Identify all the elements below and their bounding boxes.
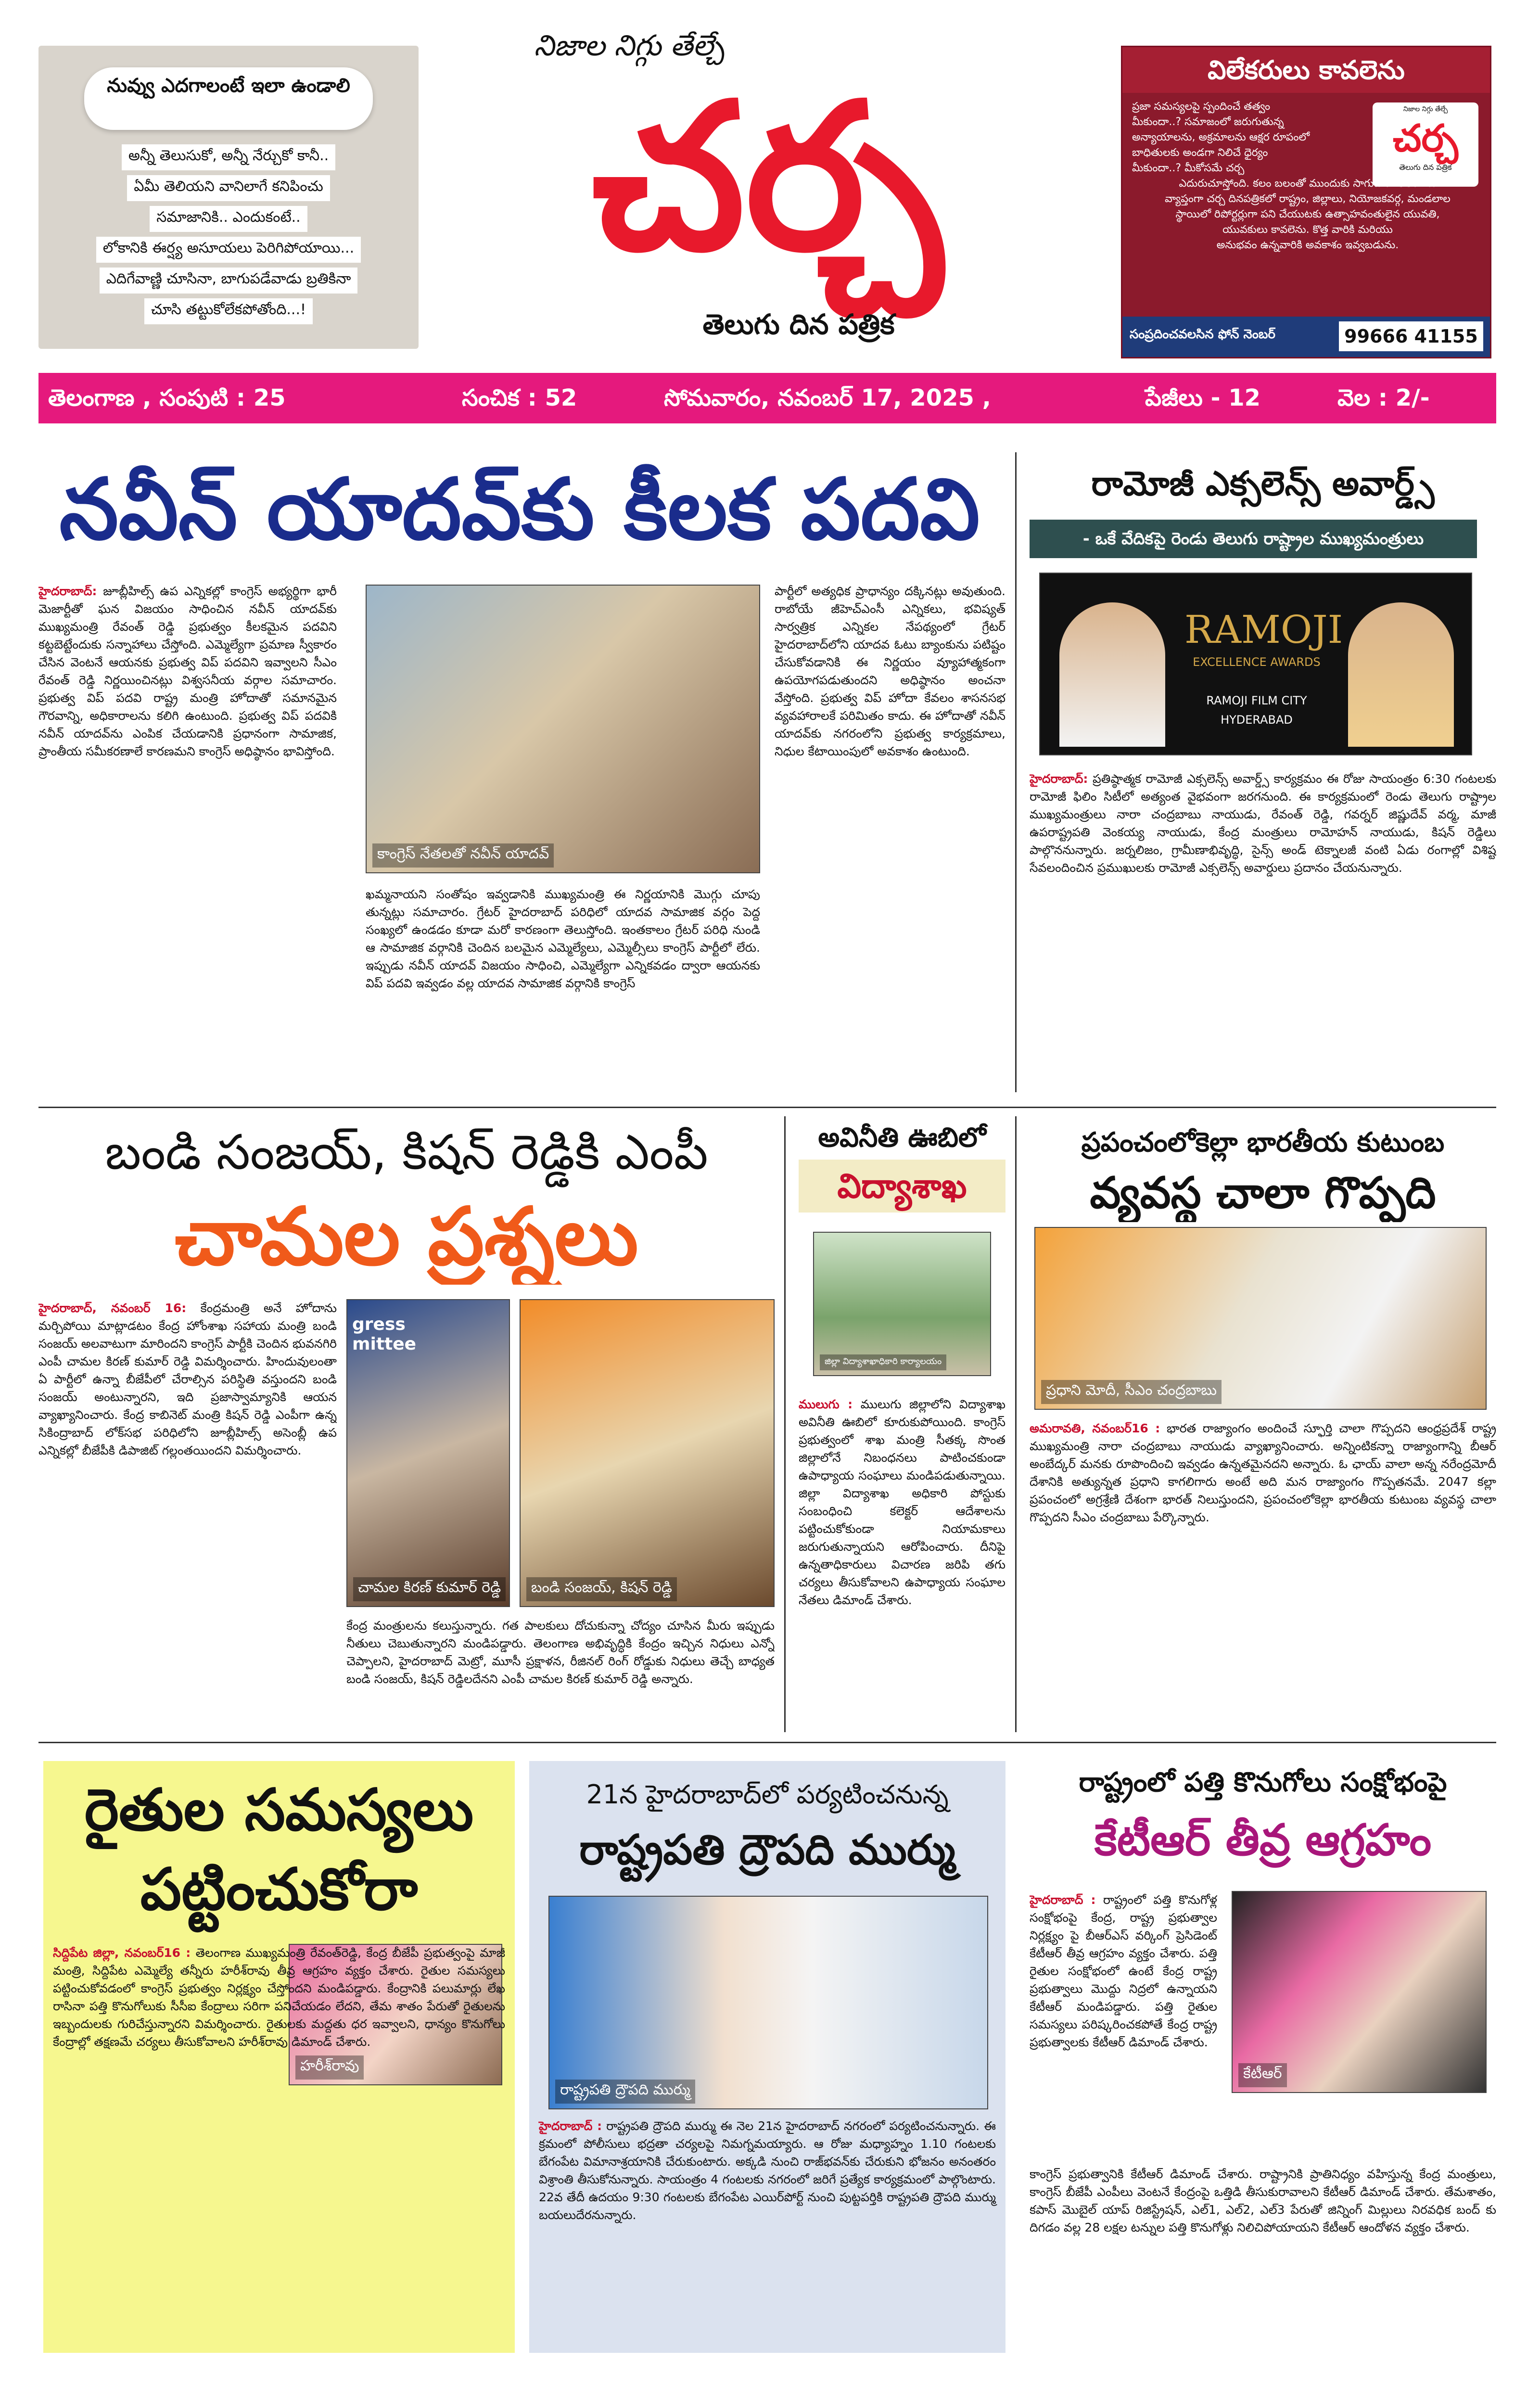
story4-kicker: అవినీతి ఊబిలో	[818, 1122, 986, 1153]
quote-line: ఎదిగేవాణ్ణి చూసినా, బాగుపడేవాడు బ్రతికినా	[100, 268, 358, 294]
ad-line: మీకుందా..? సమాజంలో జరుగుతున్న	[1132, 116, 1284, 128]
story5-body-text: భారత రాజ్యాంగం అందించే స్ఫూర్తి చాలా గొప్పదని ఆంధ్రప్రదేశ్ రాష్ట్ర ముఖ్యమంత్రి నారా చంద్రబాబు నాయుడు వ్యాఖ్యానించారు. అన్నింటికన్నా రాజ్యాంగాన్ని బీఆర్ అంబేద్కర్ మనకు రూపొందించి ఇవ్వడం ఉన్నతమైనదని అన్నారు. ఓ ఛాయ్ వాలా అన్న నరేంద్రమోదీ దేశానికి అత్యున్నత ప్రధాని కాగలిగారు అంటే అది మన రాజ్యాంగం గొప్పతనమే. 2047 కల్లా ప్రపంచంలో అగ్రశ్రేణి దేశంగా భారత్ నిలుస్తుందని, ప్రపంచంలోకెల్లా భారతీయ కుటుంబ వ్యవస్థ చాలా గొప్పదని సీఎం చంద్రబాబు పేర్కొన్నారు.	[1030, 1421, 1496, 1524]
story2-dateline: హైదరాబాద్:	[1030, 772, 1088, 786]
quote-line: లోకానికి ఈర్ష్య అసూయలు పెరిగిపోయాయి...	[96, 237, 361, 263]
masthead-right-ad	[1121, 46, 1491, 358]
masthead-logo	[447, 29, 1087, 356]
story4-body-text: ములుగు జిల్లాలోని విద్యాశాఖ అవినీతి ఊబిలో కూరుకుపోయింది. కాంగ్రెస్ ప్రభుత్వంలో శాఖ మంత్రి సీతక్క సొంత జిల్లాలోనే నిబంధనలు పాటించకుండా ఉపాధ్యాయ సంఘాలు మండిపడుతున్నాయి. జిల్లా విద్యాశాఖ అధికారి పోస్టుకు సంబంధించి కలెక్టర్ ఆదేశాలను పట్టించుకోకుండా నియామకాలు జరుగుతున్నాయని ఆరోపించారు. దీనిపై ఉన్నతాధికారులు విచారణ జరిపి తగు చర్యలు తీసుకోవాలని ఉపాధ్యాయ సంఘాల నేతలు డిమాండ్ చేశారు.	[799, 1397, 1005, 1607]
story7-photo-caption: రాష్ట్రపతి ద్రౌపది ముర్ము	[555, 2080, 695, 2104]
ramoji-title: RAMOJI	[1184, 607, 1343, 652]
story7-kicker: 21న హైదరాబాద్‌లో పర్యటించనున్న	[586, 1779, 949, 1810]
story3-col2: కేంద్ర మంత్రులను కలుస్తున్నారు. గత పాలకులు దోచుకున్నా చోద్యం చూసిన మీరు ఇప్పుడు నీతులు చెబుతున్నారని మండిపడ్డారు. తెలంగాణ అభివృద్ధికి కేంద్రం ఇచ్చిన నిధులు ఎన్నో చెప్పాలని, హైదరాబాద్ మెట్రో, మూసీ ప్రక్షాళన, రీజినల్ రింగ్ రోడ్డుకు నిధులు తెచ్చే బాధ్యత బండి సంజయ్, కిషన్ రెడ్డిలదేనని ఎంపీ చామల కిరణ్ కుమార్ రెడ్డి అన్నారు.	[346, 1619, 775, 1686]
story1-col1	[38, 582, 337, 1111]
story3-dateline: హైదరాబాద్, నవంబర్ 16:	[38, 1301, 187, 1315]
info-price: వెల : 2/-	[1337, 384, 1430, 411]
quote-body	[58, 144, 399, 337]
ad-line: యువకులు కావలెను. కొత్త వారికి మరియు	[1222, 224, 1393, 236]
story6-box	[43, 1761, 515, 2353]
story2-body	[1030, 770, 1496, 1097]
story7-box	[529, 1761, 1005, 2353]
story1-photo	[366, 585, 760, 873]
story5-dateline: అమరావతి, నవంబర్16 :	[1030, 1421, 1160, 1435]
story4-headline: విద్యాశాఖ	[799, 1160, 1005, 1213]
story6-body-text: తెలంగాణ ముఖ్యమంత్రి రేవంత్‌రెడ్డి, కేంద్ర బీజేపీ ప్రభుత్వంపై మాజీ మంత్రి, సిద్దిపేట ఎమ్మెల్యే తన్నీరు హరీశ్‌రావు తీవ్ర ఆగ్రహం వ్యక్తం చేశారు. రైతుల సమస్యలు పట్టించుకోవడంలో కాంగ్రెస్ ప్రభుత్వం నిర్లక్ష్యం చేస్తోందని మండిపడ్డారు. కేంద్రానికి పలుమార్లు లేఖ రాసినా పత్తి కొనుగోలుకు సీసీఐ కేంద్రాలు సరిగా పనిచేయడం లేదని, తేమ శాతం పేరుతో రైతులను ఇబ్బందులకు గురిచేస్తున్నారని విమర్శించారు. రైతులకు మద్దతు ధర ఇవ్వాలని, ధాన్యం కొనుగోలు కేంద్రాల్లో తక్షణమే చర్యలు తీసుకోవాలని హరీశ్‌రావు డిమాండ్ చేశారు.	[53, 1946, 505, 2049]
story2-subhead: - ఒకే వేదికపై రెండు తెలుగు రాష్ట్రాల ముఖ్యమంత్రులు	[1030, 520, 1477, 558]
info-state: తెలంగాణ , సంపుటి : 25	[48, 384, 286, 411]
story3-photo-bjp	[520, 1299, 775, 1607]
story3-col1	[38, 1299, 337, 1732]
story5-kicker: ప్రపంచంలోకెల్లా భారతీయ కుటుంబ	[1081, 1127, 1445, 1158]
masthead-subtitle: తెలుగు దిన పత్రిక	[702, 308, 895, 341]
story6-body	[53, 1944, 505, 2343]
story5-body	[1030, 1419, 1496, 1732]
info-issue: సంచిక : 52	[462, 384, 577, 411]
story5-photo-caption: ప్రధాని మోదీ, సీఎం చంద్రబాబు	[1041, 1380, 1222, 1404]
ad-line: మీకుందా..? మీకోసమే చర్చ	[1132, 162, 1245, 174]
story2-headline: రామోజీ ఎక్సలెన్స్ అవార్డ్స్	[1091, 464, 1435, 503]
quote-line: సమాజానికి.. ఎందుకంటే..	[150, 206, 307, 232]
ad-phone-label: సంప్రదించవలసిన ఫోన్ నెంబర్	[1130, 327, 1275, 342]
story1-dateline: హైదరాబాద్:	[38, 584, 97, 598]
story8-dateline: హైదరాబాద్ :	[1030, 1893, 1096, 1907]
ad-line: స్థాయిలో రిపోర్టర్లుగా పని చేయుటకు ఉత్సాహవంతులైన యువతి,	[1175, 208, 1440, 220]
ramoji-subtitle: EXCELLENCE AWARDS	[1193, 655, 1321, 669]
story3-kicker: బండి సంజయ్, కిషన్ రెడ్డికి ఎంపీ	[105, 1124, 708, 1180]
story8-col2: కాంగ్రెస్ ప్రభుత్వానికి కేటీఆర్ డిమాండ్ చేశారు. రాష్ట్రానికి ప్రాతినిధ్యం వహిస్తున్న కేంద్ర మంత్రులు, కాంగ్రెస్ బీజేపీ ఎంపీలు వెంటనే కేంద్రంపై ఒత్తిడి తీసుకురావాలని కేటీఆర్ డిమాండ్ చేశారు. తేమశాతం, కపాస్ మొబైల్ యాప్ రిజిస్ట్రేషన్, ఎల్1, ఎల్2, ఎల్3 పేరుతో జిన్నింగ్ మిల్లులు నిరవధిక బంద్ కు దిగడం వల్ల 28 లక్షల టన్నుల పత్తి కొనుగోళ్లు నిలిచిపోయాయని కేటీఆర్ ఆందోళన వ్యక్తం చేశారు.	[1030, 2167, 1496, 2234]
story6-dateline: సిద్దిపేట జిల్లా, నవంబర్16 :	[53, 1946, 191, 1960]
column-rule	[1015, 1116, 1017, 1732]
story3-photo-banner: gress mittee	[352, 1315, 417, 1354]
ramoji-venue: RAMOJI FILM CITY	[1206, 694, 1307, 707]
story3-photo-chamala	[346, 1299, 510, 1607]
ad-heading: విలేకరులు కావలెను	[1122, 47, 1490, 93]
quote-heading-bubble	[84, 67, 373, 130]
story5-headline: వ్యవస్థ చాలా గొప్పది	[1090, 1168, 1436, 1218]
column-rule	[1015, 452, 1017, 1092]
ramoji-portrait-left	[1059, 602, 1165, 747]
story7-dateline: హైదరాబాద్ :	[539, 2119, 602, 2133]
ad-phone-number: 99666 41155	[1339, 321, 1483, 351]
quote-line: ఏమీ తెలియని వానిలాగే కనిపించు	[127, 175, 330, 201]
info-bar	[38, 373, 1496, 423]
story8-photo-caption: కేటీఆర్	[1238, 2063, 1287, 2087]
story1-col3: పార్టీలో అత్యధిక ప్రాధాన్యం దక్కినట్లు అవుతుంది. రాబోయే జీహెచ్ఎంసీ ఎన్నికలు, భవిష్యత్ సార్వత్రిక ఎన్నికల నేపథ్యంలో గ్రేటర్ హైదరాబాద్‌లోని యాదవ ఓటు బ్యాంకును పటిష్టం చేసుకోవడానికి ఈ నిర్ణయం వ్యూహాత్మకంగా ఉపయోగపడుతుందని అధిష్ఠానం అంచనా వేస్తోంది. ప్రభుత్వ విప్ హోదా కేవలం శాసనసభ వ్యవహారాలకే పరిమితం కాదు. ఈ హోదాతో నవీన్ యాదవ్‌కు నగరంలోని ప్రభుత్వ కార్యక్రమాలు, నిధుల కేటాయింపులో అవకాశం ఉంటుంది.	[775, 584, 1005, 758]
ramoji-city: HYDERABAD	[1221, 713, 1293, 727]
story7-body-text: రాష్ట్రపతి ద్రౌపది ముర్ము ఈ నెల 21న హైదరాబాద్ నగరంలో పర్యటించనున్నారు. ఈ క్రమంలో పోలీసులు భద్రతా చర్యలపై నిమగ్నమయ్యారు. ఆ రోజు మధ్యాహ్నం 1.10 గంటలకు బేగంపేట విమానాశ్రయానికి చేరుకుంటారు. అక్కడి నుంచి రాజ్‌భవన్‌కు చేరుకుని భోజనం అనంతరం విశ్రాంతి తీసుకోనున్నారు. సాయంత్రం 4 గంటలకు నగరంలో జరిగే ప్రత్యేక కార్యక్రమంలో పాల్గొంటారు. 22వ తేదీ ఉదయం 9:30 గంటలకు బేగంపేట ఎయిర్‌పోర్ట్ నుంచి పుట్టపర్తికి రాష్ట్రపతి ద్రౌపది ముర్ము బయలుదేరనున్నారు.	[539, 2119, 996, 2222]
story1-photo-caption: కాంగ్రెస్ నేతలతో నవీన్ యాదవ్	[372, 843, 554, 868]
story4-dateline: ములుగు :	[799, 1397, 853, 1411]
story4-photo	[813, 1232, 991, 1376]
ad-logo-sub: తెలుగు దిన పత్రిక	[1399, 163, 1452, 172]
story8-kicker: రాష్ట్రంలో పత్తి కొనుగోలు సంక్షోభంపై	[1079, 1767, 1447, 1798]
masthead-slogan: నిజాల నిగ్గు తేల్చే	[534, 29, 725, 63]
info-date: సోమవారం, నవంబర్ 17, 2025 ,	[664, 384, 991, 411]
ad-line: అన్యాయాలను, అక్రమాలను ఆక్షర రూపంలో	[1132, 131, 1310, 143]
ad-line: బాధితులకు అండగా నిలిచే ధైర్యం	[1132, 147, 1268, 159]
story8-headline: కేటీఆర్ తీవ్ర ఆగ్రహం	[1094, 1815, 1432, 1865]
story3-headline: చామల ప్రశ్నలు	[175, 1190, 638, 1283]
section-rule	[38, 1742, 1496, 1743]
story6-headline: రైతుల సమస్యలు పట్టించుకోరా	[84, 1777, 474, 1923]
story4-body	[799, 1395, 1005, 1732]
ad-logo-main: చర్చ	[1393, 117, 1458, 160]
ramoji-portrait-right	[1348, 602, 1454, 747]
story4-photo-caption: జిల్లా విద్యాశాఖాధికారి కార్యాలయం	[820, 1354, 946, 1370]
story5-photo	[1034, 1227, 1487, 1410]
column-rule	[784, 1116, 786, 1732]
quote-line: అన్నీ తెలుసుకో, అన్నీ నేర్చుకో కానీ..	[122, 144, 335, 170]
story1-col1-text: జూబ్లీహిల్స్ ఉప ఎన్నికల్లో కాంగ్రెస్ అభ్యర్థిగా భారీ మెజార్టీతో ఘన విజయం సాధించిన నవీన్ యాదవ్‌కు ముఖ్యమంత్రి రేవంత్ రెడ్డి ప్రభుత్వం కీలకమైన పదవిని కట్టబెట్టేందుకు సన్నాహాలు చేస్తోంది. ఎమ్మెల్యేగా ప్రమాణ స్వీకారం చేసిన వెంటనే ఆయనకు ప్రభుత్వ విప్ పదవిని ఇవ్వాలని సీఎం రేవంత్ రెడ్డి నిర్ణయించినట్లు విశ్వసనీయ వర్గాల సమాచారం. ప్రభుత్వ విప్ పదవి రాష్ట్ర మంత్రి హోదాతో సమానమైన గౌరవాన్ని, అధికారాలను కలిగి ఉంటుంది. ప్రభుత్వ విప్ పదవికి నవీన్ యాదవ్‌ను ఎంపిక చేయడానికి ప్రధానంగా సామాజిక, ప్రాంతీయ సమీకరణాలే కారణమని కాంగ్రెస్ అధిష్ఠానం భావిస్తోంది.	[38, 584, 337, 758]
story2-photo	[1039, 573, 1472, 755]
story7-body	[539, 2117, 996, 2348]
ad-line: ప్రజా సమస్యలపై స్పందించే తత్వం	[1132, 101, 1271, 113]
masthead-left-quote-box	[38, 46, 419, 349]
story3-photo1-caption: చామల కిరణ్ కుమార్ రెడ్డి	[353, 1577, 506, 1601]
ad-line: వ్యాప్తంగా చర్చ దినపత్రికలో రాష్ట్రం, జిల్లాలు, నియోజకవర్గ, మండలాల	[1165, 193, 1451, 205]
story7-photo	[548, 1896, 988, 2109]
ad-line: అనుభవం ఉన్నవారికి అవకాశం ఇవ్వబడును.	[1216, 239, 1399, 251]
masthead-title: చర్చ	[591, 60, 943, 295]
story7-headline: రాష్ట్రపతి ద్రౌపది ముర్ము	[579, 1826, 955, 1874]
quote-heading: నువ్వు ఎదగాలంటే ఇలా ఉండాలి	[107, 75, 350, 97]
story8-photo	[1232, 1891, 1487, 2093]
ad-line: ఎదురుచూస్తోంది. కలం బలంతో ముందుకు సాగుదాం. తెలంగాణ	[1179, 178, 1437, 190]
story3-col1-text: కేంద్రమంత్రి అనే హోదాను మర్చిపోయి మాట్లాడటం కేంద్ర హోంశాఖ సహాయ మంత్రి బండి సంజయ్ అలవాటుగా మారిందని కాంగ్రెస్ పార్టీకి చెందిన భువనగిరి ఎంపీ చామల కిరణ్ కుమార్ రెడ్డి విమర్శించారు. హిందువులంతా ఏ పార్టీలో ఉన్నా బీజేపీలో చేరాల్సిన పరిస్థితి వస్తుందని బండి సంజయ్ అంటున్నారని, ఇది ప్రజాస్వామ్యానికి ఆయన వ్యాఖ్యానించారు. కేంద్ర కాబినెట్ మంత్రి కిషన్ రెడ్డి ఎంపీగా ఉన్న సికింద్రాబాద్ లోక్‌సభ పరిధిలోని జూబ్లీహిల్స్ అసెంబ్లీ ఉప ఎన్నికల్లో బీజేపీకి డిపాజిట్ గల్లంతయిందని విమర్శించారు.	[38, 1301, 337, 1457]
section-rule	[38, 1107, 1496, 1108]
story3-photo2-caption: బండి సంజయ్, కిషన్ రెడ్డి	[526, 1577, 677, 1601]
ad-logo-small: నిజాల నిగ్గు తేల్చే	[1403, 105, 1448, 113]
story1-headline: నవీన్ యాదవ్‌కు కీలక పదవి	[59, 461, 980, 559]
story6-photo-caption: హరీశ్‌రావు	[295, 2055, 364, 2080]
story8-col1-text: రాష్ట్రంలో పత్తి కొనుగోళ్ల సంక్షోభంపై కేంద్ర, రాష్ట్ర ప్రభుత్వాల నిర్లక్ష్యం పై బీఆర్ఎస్ వర్కింగ్ ప్రెసిడెంట్ కేటీఆర్ తీవ్ర ఆగ్రహం వ్యక్తం చేశారు. పత్తి రైతుల సంక్షోభంలో ఉంటే కేంద్ర రాష్ట్ర ప్రభుత్వాలు మొద్దు నిద్రలో ఉన్నాయని కేటీఆర్ మండిపడ్డారు. పత్తి రైతుల సమస్యలు పరిష్కరించకపోతే కేంద్ర రాష్ట్ర ప్రభుత్వాలకు కేటీఆర్ డిమాండ్ చేశారు.	[1030, 1893, 1217, 2049]
story1-col2: ఖమ్మనాయని సంతోషం ఇవ్వడానికి ముఖ్యమంత్రి ఈ నిర్ణయానికి మొగ్గు చూపు తున్నట్లు సమాచారం. గ్రేటర్ హైదరాబాద్ పరిధిలో యాదవ సామాజిక వర్గం పెద్ద సంఖ్యలో ఉండడం కూడా మరో కారణంగా తెలుస్తోంది. ఇంతకాలం గ్రేటర్ పరిధి నుండి ఆ సామాజిక వర్గానికి చెందిన బలమైన ఎమ్మెల్యేలు, ఎమ్మెల్సీలు కాంగ్రెస్ పార్టీలో లేరు. ఇప్పుడు నవీన్ యాదవ్ విజయం సాధించి, ఎమ్మెల్యేగా ఎన్నికవడం ద్వారా ఆయనకు విప్ పదవి ఇవ్వడం వల్ల యాదవ సామాజిక వర్గానికి కాంగ్రెస్	[366, 887, 760, 990]
ad-phone-strip	[1122, 317, 1490, 357]
quote-line: చూసి తట్టుకోలేకపోతోంది...!	[144, 298, 313, 324]
story8-col1	[1030, 1891, 1217, 2160]
ad-body	[1132, 99, 1483, 311]
story2-body-text: ప్రతిష్ఠాత్మక రామోజీ ఎక్సలెన్స్ అవార్డ్స్ కార్యక్రమం ఈ రోజు సాయంత్రం 6:30 గంటలకు రామోజీ ఫిలిం సిటీలో అత్యంత వైభవంగా జరగనుంది. ఈ కార్యక్రమంలో రెండు తెలుగు రాష్ట్రాల ముఖ్యమంత్రులు నారా చంద్రబాబు నాయుడు, రేవంత్ రెడ్డి, గవర్నర్ జిష్ణుదేవ్ వర్మ, మాజీ ఉపరాష్ట్రపతి వెంకయ్య నాయుడు, కేంద్ర మంత్రులు రామోహన్ నాయుడు, కిషన్ రెడ్డిలు పాల్గొననున్నారు. జర్నలిజం, గ్రామీణాభివృద్ధి, సైన్స్ అండ్ టెక్నాలజీ వంటి ఏడు రంగాల్లో విశిష్ట సేవలందించిన ప్రముఖులకు రామోజీ ఎక్సలెన్స్ అవార్డులు ప్రదానం చేయనున్నారు.	[1030, 772, 1496, 875]
info-pages: పేజీలు - 12	[1145, 384, 1260, 411]
